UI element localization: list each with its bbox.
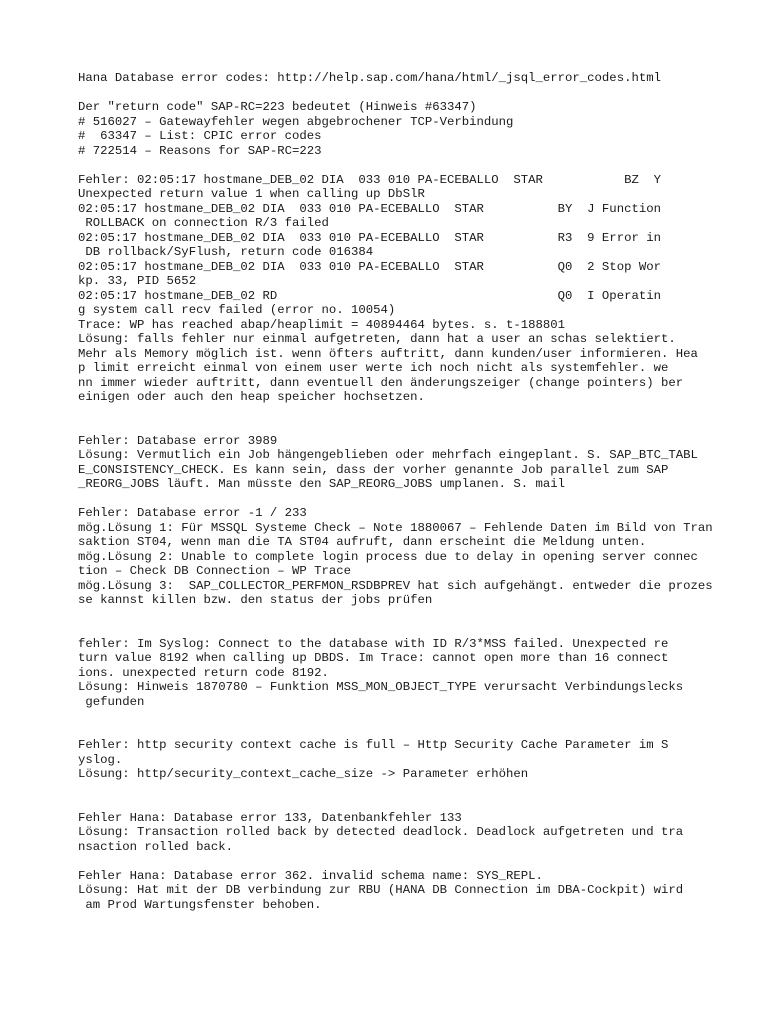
text-line: # 63347 – List: CPIC error codes: [78, 129, 322, 143]
text-line: tion – Check DB Connection – WP Trace: [78, 564, 352, 578]
blank-line: [78, 158, 738, 173]
document-page: [78, 71, 738, 912]
blank-line: [78, 782, 738, 797]
text-line: se kannst killen bzw. den status der jobs prüfen: [78, 593, 433, 607]
text-line: Unexpected return value 1 when calling up DbSlR: [78, 187, 425, 201]
text-line: nn immer wieder auftritt, dann eventuell den änderungszeiger (change pointers) ber: [78, 375, 684, 390]
text-line: Der "return code" SAP-RC=223 bedeutet (Hinweis #63347): [78, 100, 477, 114]
text-line: Hana Database error codes: http://help.sap.com/hana/html/_jsql_error_codes.html: [78, 71, 661, 85]
blank-line: [78, 796, 738, 811]
blank-line: [78, 709, 738, 724]
text-line: nsaction rolled back.: [78, 839, 233, 854]
text-line: yslog.: [78, 752, 123, 767]
text-line: 02:05:17 hostmane_DEB_02 RD Q0 I Operatin: [78, 288, 661, 303]
text-line: 02:05:17 hostmane_DEB_02 DIA 033 010 PA-ECEBALLO STAR R3 9 Error in: [78, 230, 661, 245]
text-line: einigen oder auch den heap speicher hochsetzen.: [78, 390, 425, 404]
text-line: Lösung: Transaction rolled back by detected deadlock. Deadlock aufgetreten und tra: [78, 825, 684, 839]
text-line: Lösung: Hinweis 1870780 – Funktion MSS_MON_OBJECT_TYPE verursacht Verbindungslecks: [78, 680, 684, 694]
text-line: # 722514 – Reasons for SAP-RC=223: [78, 143, 322, 158]
text-line: saktion ST04, wenn man die TA ST04 aufruft, dann erscheint die Meldung unten.: [78, 535, 647, 549]
text-line: Fehler: 02:05:17 hostmane_DEB_02 DIA 033 010 PA-ECEBALLO STAR BZ Y: [78, 172, 661, 187]
text-line: Fehler Hana: Database error 133, Datenbankfehler 133: [78, 810, 462, 825]
text-line: ions. unexpected return code 8192.: [78, 665, 329, 680]
text-line: Trace: WP has reached abap/heaplimit = 40894464 bytes. s. t-188801: [78, 317, 566, 332]
text-line: p limit erreicht einmal von einem user werte ich noch nicht als systemfehler. we: [78, 361, 669, 375]
text-line: ROLLBACK on connection R/3 failed: [78, 216, 329, 230]
text-line: Lösung: Vermutlich ein Job hängengeblieben oder mehrfach eingeplant. S. SAP_BTC_TABL: [78, 448, 698, 462]
text-line: mög.Lösung 3: SAP_COLLECTOR_PERFMON_RSDBPREV hat sich aufgehängt. entweder die prozes: [78, 578, 713, 593]
blank-line: [78, 622, 738, 637]
blank-line: [78, 86, 738, 101]
text-line: _REORG_JOBS läuft. Man müsste den SAP_REORG_JOBS umplanen. S. mail: [78, 477, 566, 491]
text-line: am Prod Wartungsfenster behoben.: [78, 897, 322, 912]
blank-line: [78, 854, 738, 869]
blank-line: [78, 724, 738, 739]
text-line: Fehler: http security context cache is full – Http Security Cache Parameter im S: [78, 738, 669, 752]
text-line: Fehler: Database error 3989: [78, 433, 278, 448]
text-line: g system call recv failed (error no. 10054): [78, 303, 396, 317]
text-line: fehler: Im Syslog: Connect to the database with ID R/3*MSS failed. Unexpected re: [78, 636, 669, 651]
text-line: mög.Lösung 2: Unable to complete login process due to delay in opening server connec: [78, 549, 698, 564]
text-line: turn value 8192 when calling up DBDS. Im Trace: cannot open more than 16 connect: [78, 651, 669, 665]
blank-line: [78, 608, 738, 623]
text-line: DB rollback/SyFlush, return code 016384: [78, 245, 374, 259]
text-line: E_CONSISTENCY_CHECK. Es kann sein, dass der vorher genannte Job parallel zum SAP: [78, 462, 669, 477]
text-line: kp. 33, PID 5652: [78, 274, 197, 288]
text-line: Fehler: Database error -1 / 233: [78, 506, 307, 520]
text-line: Lösung: http/security_context_cache_size -> Parameter erhöhen: [78, 767, 529, 781]
text-line: Fehler Hana: Database error 362. invalid schema name: SYS_REPL.: [78, 868, 543, 883]
text-line: # 516027 – Gatewayfehler wegen abgebrochener TCP-Verbindung: [78, 114, 514, 129]
text-line: Mehr als Memory möglich ist. wenn öfters auftritt, dann kunden/user informieren. Hea: [78, 346, 698, 361]
blank-line: [78, 405, 738, 420]
text-line: Lösung: falls fehler nur einmal aufgetreten, dann hat a user an schas selektiert.: [78, 332, 676, 346]
text-line: 02:05:17 hostmane_DEB_02 DIA 033 010 PA-ECEBALLO STAR Q0 2 Stop Wor: [78, 259, 661, 274]
text-line: 02:05:17 hostmane_DEB_02 DIA 033 010 PA-ECEBALLO STAR BY J Function: [78, 201, 661, 216]
text-line: Lösung: Hat mit der DB verbindung zur RBU (HANA DB Connection im DBA-Cockpit) wird: [78, 883, 684, 897]
text-line: gefunden: [78, 694, 145, 709]
blank-line: [78, 419, 738, 434]
text-line: mög.Lösung 1: Für MSSQL Systeme Check – Note 1880067 – Fehlende Daten im Bild von Tran: [78, 520, 713, 535]
blank-line: [78, 492, 738, 507]
